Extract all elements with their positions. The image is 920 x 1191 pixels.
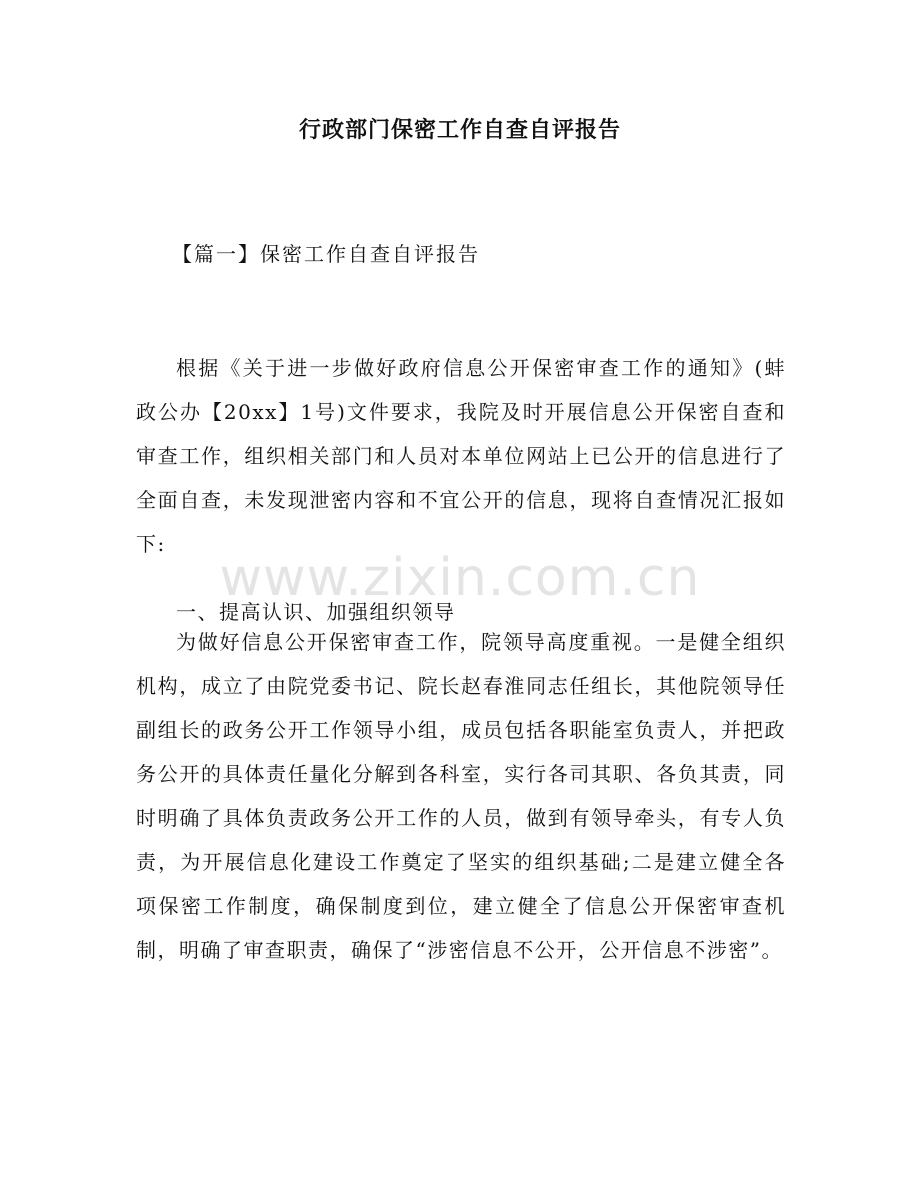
paragraph-organization: 为做好信息公开保密审查工作，院领导高度重视。一是健全组织机构，成立了由院党委书记、院长赵春淮同志任组长，其他院领导任副组长的政务公开工作领导小组，成员包括各职能室负责人，并把政务公开的具体责任量化分解到各科室，实行各司其职、各负其责，同时明确了具体负责政务公开工作的人员，做到有领导牵头，有专人负责，为开展信息化建设工作奠定了坚实的组织基础;二是建立健全各项保密工作制度，确保制度到位，建立健全了信息公开保密审查机制，明确了审查职责，确保了“涉密信息不公开，公开信息不涉密”。 (136, 630, 786, 962)
document-title: 行政部门保密工作自查自评报告 (298, 118, 621, 143)
section-subtitle: 【篇一】保密工作自查自评报告 (172, 242, 480, 266)
watermark: www.zixin.com.cn (219, 548, 701, 608)
paragraph-intro: 根据《关于进一步做好政府信息公开保密审查工作的通知》(蚌政公办【20xx】1号)文件要求，我院及时开展信息公开保密自查和审查工作，组织相关部门和人员对本单位网站上已公开的信息进行了全面自查，未发现泄密内容和不宜公开的信息，现将自查情况汇报如下: (136, 356, 786, 556)
section-heading: 一、提高认识、加强组织领导 (176, 600, 456, 624)
